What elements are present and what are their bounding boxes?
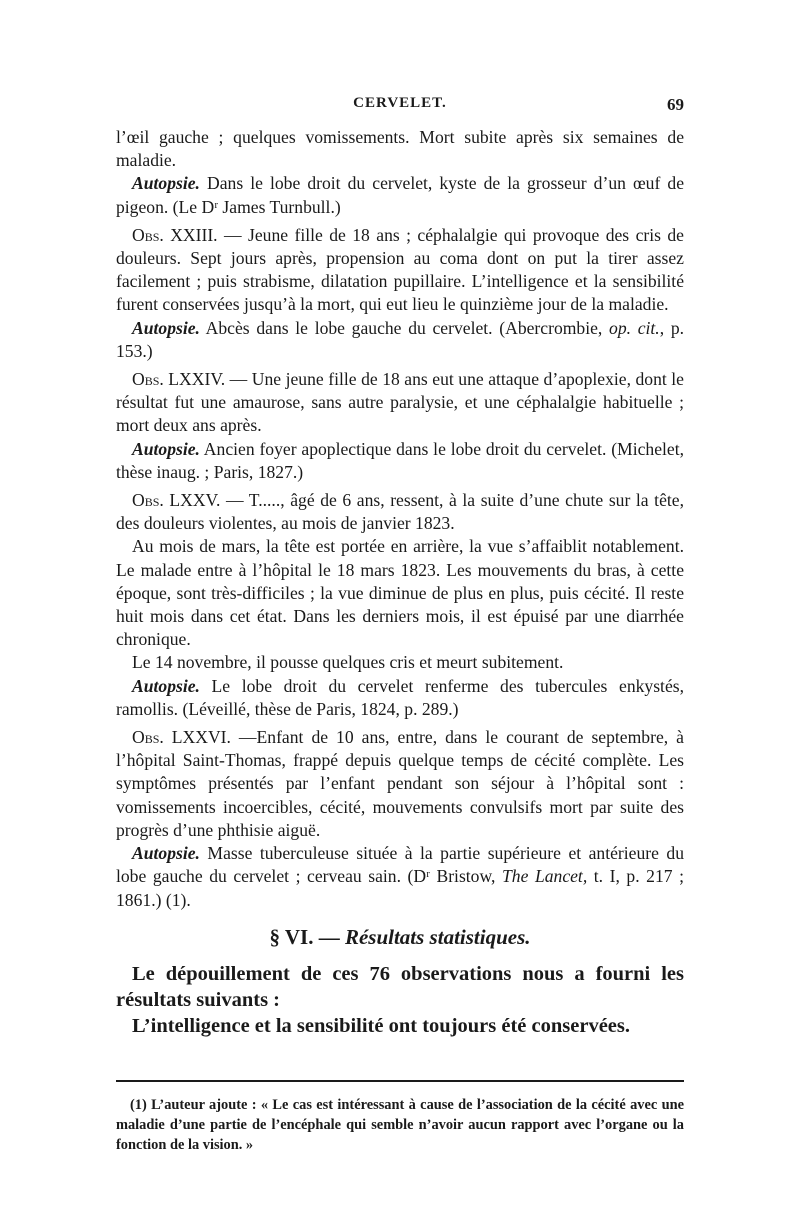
page-header (116, 95, 684, 119)
autopsy-label: Autopsie. (132, 317, 200, 338)
autopsy-label: Autopsie. (132, 438, 200, 459)
paragraph (116, 438, 684, 484)
citation-italic: op. cit. (609, 317, 660, 338)
paragraph (116, 172, 684, 218)
paragraph-text: —Enfant de 10 ans, entre, dans le courant de septembre, à l’hôpital Saint-Thomas, frappé depuis quelque temps de cécité complète. Les symptômes présentés par l’enfant pendant son séjour à l’hôpital sont : vomissements incoercibles, cécité, mouvements convulsifs mort par suite des progrès d’une phthisie aiguë. (116, 727, 684, 840)
paragraph (116, 675, 684, 721)
paragraph-text: Dans le lobe droit du cervelet, kyste de la grosseur d’un œuf de pigeon. (Le Dʳ James Turnbull.) (116, 173, 684, 217)
observation-label: Obs. XXIII. (132, 224, 218, 245)
autopsy-label: Autopsie. (132, 173, 200, 194)
paragraph-text: t. I, p. 217 ; 1861.) (1). (116, 866, 684, 910)
paragraph-text: — T....., âgé de 6 ans, ressent, à la suite d’une chute sur la tête, des douleurs violentes, au mois de janvier 1823. (116, 490, 684, 534)
paragraph-text: Abcès dans le lobe gauche du cervelet. (Abercrombie, (199, 317, 610, 338)
observation-paragraph (116, 489, 684, 535)
paragraph-text: Au mois de mars, la tête est portée en arrière, la vue s’affaiblit notablement. Le malade entre à l’hôpital le 18 mars 1823. Les mouvements du bras, à cette époque, sont très-difficiles ; la vue diminue de plus en plus, puis cécité. Il reste huit mois dans cet état. Dans les derniers mois, il est épuisé par une diarrhée chronique. (116, 536, 684, 650)
paragraph-text: , p. 153.) (116, 317, 685, 361)
citation-italic: The Lancet, (502, 866, 588, 887)
paragraph-text: — Une jeune fille de 18 ans eut une attaque d’apoplexie, dont le résultat fut une amaurose, sans autre paralysie, et une céphalalgie habituelle ; mort deux ans après. (116, 369, 684, 436)
paragraph (116, 126, 684, 172)
running-head: CERVELET. (353, 95, 447, 111)
observation-paragraph (116, 224, 684, 317)
observation-paragraph (116, 726, 684, 842)
autopsy-label: Autopsie. (132, 675, 200, 696)
paragraph (116, 317, 684, 363)
footnote-rule (116, 1080, 684, 1082)
paragraph (116, 651, 684, 674)
autopsy-label: Autopsie. (132, 843, 200, 864)
body-text (116, 126, 684, 1039)
paragraph-text: Masse tuberculeuse située à la partie supérieure et antérieure du lobe gauche du cervelet ; cerveau sain. (Dʳ Bristow, (116, 843, 684, 887)
paragraph-text: — Jeune fille de 18 ans ; céphalalgie qui provoque des cris de douleurs. Sept jours après, propension au coma dont on put la tirer assez facilement ; puis strabisme, dilatation pupillaire. L’intelligence et la sensibilité furent conservées jusqu’à la mort, qui eut lieu le quinzième jour de la maladie. (116, 224, 684, 315)
observation-paragraph (116, 368, 684, 438)
section-heading (116, 926, 684, 949)
paragraph (116, 842, 684, 912)
page-number: 69 (667, 95, 684, 114)
section-number: § VI. — (269, 924, 345, 949)
observation-label: Obs. LXXV. (132, 490, 221, 511)
results-line: L’intelligence et la sensibilité ont toujours été conservées. (132, 1014, 630, 1037)
paragraph (116, 535, 684, 651)
paragraph-text: l’œil gauche ; quelques vomissements. Mort subite après six semaines de maladie. (116, 127, 684, 171)
paragraph-text: Le 14 novembre, il pousse quelques cris et meurt subitement. (132, 652, 564, 673)
observation-label: Obs. LXXIV. (132, 369, 226, 390)
paragraph-text: Le lobe droit du cervelet renferme des tubercules enkystés, ramollis. (Léveillé, thèse de Paris, 1824, p. 289.) (116, 675, 684, 719)
footnote (116, 1095, 684, 1155)
results-line: Le dépouillement de ces 76 observations nous a fourni les résultats suivants : (116, 962, 684, 1011)
results-block (116, 961, 684, 1039)
paragraph-text: Ancien foyer apoplectique dans le lobe droit du cervelet. (Michelet, thèse inaug. ; Paris, 1827.) (116, 438, 684, 482)
footnote-text: (1) L’auteur ajoute : « Le cas est intéressant à cause de l’association de la cécité avec une maladie d’une partie de l’encéphale qui semble n’avoir aucun rapport avec l’organe ou la fonction de la vision. » (116, 1097, 684, 1153)
observation-label: Obs. LXXVI. (132, 727, 231, 748)
section-title: Résultats statistiques. (344, 924, 531, 949)
